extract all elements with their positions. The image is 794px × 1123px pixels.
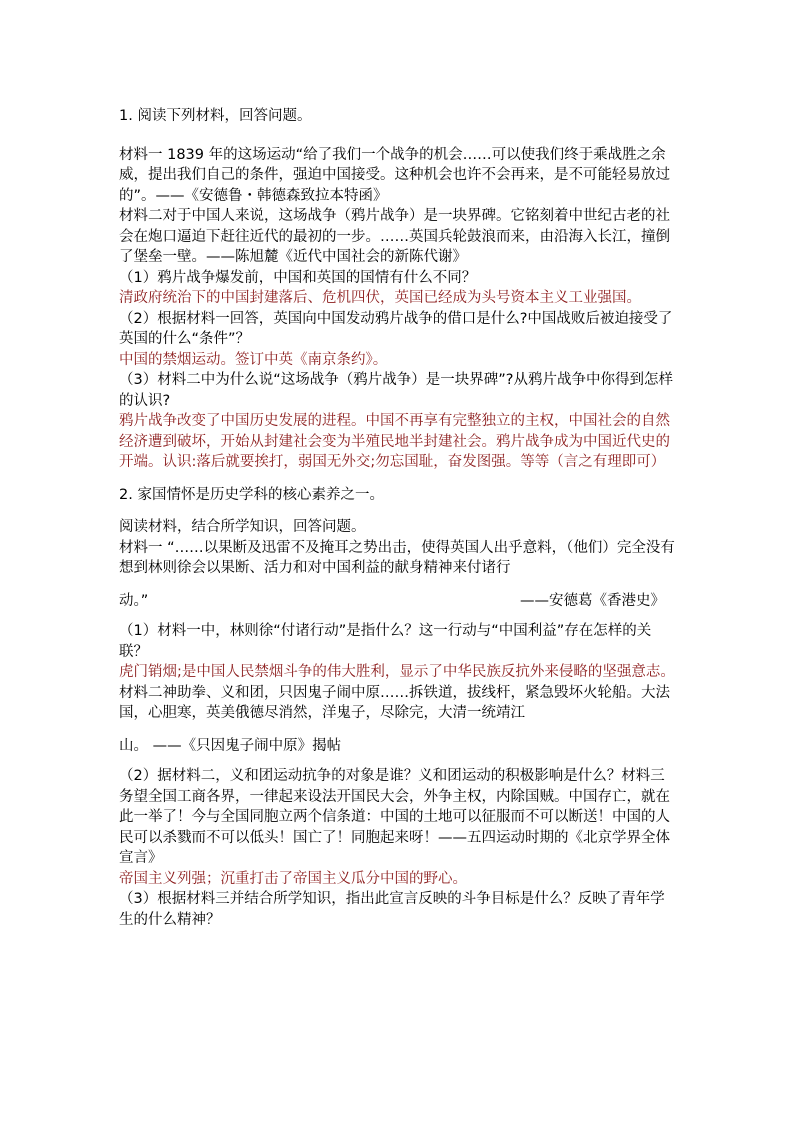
q2-sub-question-3: （3）根据材料三并结合所学知识，指出此宣言反映的斗争目标是什么？反映了青年学生的什么精神？ — [119, 891, 665, 928]
q2-material-1-source: ——安德葛《香港史》 — [520, 592, 665, 609]
q2-material-2: 材料二神助拳、义和团，只因鬼子闹中原……拆铁道，拔线杆，紧急毁坏火轮船。大法国，心胆寒，英美俄德尽消然，洋鬼子，尽除完，大清一统靖江 — [119, 684, 670, 721]
q1-answer-2: 中国的禁烟运动。签订中英《南京条约》。 — [119, 351, 388, 368]
q2-material-1-end — [119, 591, 675, 612]
q1-sub-question-2: （2）根据材料一回答，英国向中国发动鸦片战争的借口是什么?中国战败后被迫接受了英国的什么“条件”？ — [119, 310, 673, 347]
q1-answer-1: 清政府统治下的中国封建落后、危机四伏，英国已经成为头号资本主义工业强国。 — [119, 290, 641, 306]
q2-material-1: 材料一 “……以果断及迅雷不及掩耳之势出击，使得英国人出乎意料，（他们）完全没有想到林则徐会以果断、活力和对中国利益的献身精神来付诸行 — [119, 539, 675, 576]
q1-material-1: 材料一 1839 年的这场运动“给了我们一个战争的机会……可以使我们终于乘战胜之余威，提出我们自己的条件，强迫中国接受。这种机会也许不会再来，是不可能轻易放过的”。——《安德鲁・韩德森致拉本特函》 — [119, 146, 670, 204]
q1-answer-3: 鸦片战争改变了中国历史发展的进程。中国不再享有完整独立的主权，中国社会的自然经济遭到破坏，开始从封建社会变为半殖民地半封建社会。鸦片战争成为中国近代史的开端。认识:落后就要挨打，弱国无外交;勿忘国耻，奋发图强。等等（言之有理即可） — [119, 413, 670, 470]
q2-intro: 阅读材料，结合所学知识，回答问题。 — [119, 519, 366, 535]
q2-answer-2: 帝国主义列强；沉重打击了帝国主义瓜分中国的野心。 — [119, 870, 467, 887]
q2-material-2-source: 山。 ——《只因鬼子闹中原》揭帖 — [119, 737, 342, 754]
q2-answer-1: 虎门销烟;是中国人民禁烟斗争的伟大胜利，显示了中华民族反抗外来侵略的坚强意志。 — [119, 664, 675, 680]
q2-material-1-closing: 动。” — [119, 592, 149, 609]
question-1-title: 1. 阅读下列材料，回答问题。 — [119, 108, 312, 124]
q1-sub-question-3: （3）材料二中为什么说“这场战争（鸦片战争）是一块界碑”?从鸦片战争中你得到怎样的认识? — [119, 372, 673, 409]
q2-sub-question-1: （1）材料一中，林则徐“付诸行动”是指什么？这一行动与“中国利益”存在怎样的关联？ — [119, 623, 652, 660]
q1-sub-question-1: （1）鸦片战争爆发前，中国和英国的国情有什么不同？ — [119, 269, 477, 286]
q1-material-2: 材料二对于中国人来说，这场战争（鸦片战争）是一块界碑。它铭刻着中世纪古老的社会在炮口逼迫下赶往近代的最初的一步。……英国兵轮鼓浪而来，由沿海入长江，撞倒了堡垒一壁。——陈旭麓《近代中国社会的新陈代谢》 — [119, 208, 670, 265]
document-body — [119, 106, 675, 930]
question-2-title: 2. 家国情怀是历史学科的核心素养之一。 — [119, 486, 384, 503]
q2-sub-question-2: （2）据材料二，义和团运动抗争的对象是谁？义和团运动的积极影响是什么？材料三务望全国工商各界，一律起来设法开国民大会，外争主权，内除国贼。中国存亡，就在此一举了！今与全国同胞立两个信条道：中国的土地可以征服而不可以断送！中国的人民可以杀戮而不可以低头！国亡了！同胞起来呀！——五四运动时期的《北京学界全体宣言》 — [119, 768, 670, 866]
